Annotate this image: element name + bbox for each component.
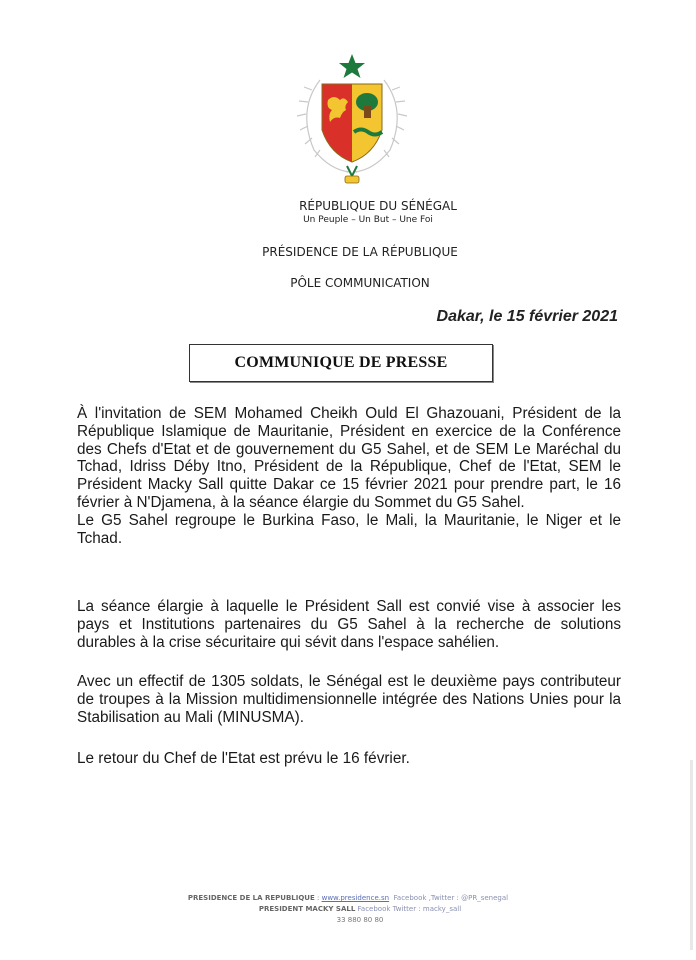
body-section-4	[77, 750, 621, 768]
body-section-3	[77, 673, 621, 726]
svg-text:· · · ·: · · · ·	[346, 170, 358, 176]
paragraph-g5-members: Le G5 Sahel regroupe le Burkina Faso, le Mali, la Mauritanie, le Niger et le Tchad.	[77, 511, 621, 547]
press-release-title-box	[189, 344, 493, 382]
page-edge-shadow	[690, 760, 693, 950]
paragraph-session-purpose: La séance élargie à laquelle le Président Sall est convié vise à associer les pays et Institutions partenaires du G5 Sahel à la recherche de solutions durables à la crise sécuritaire qui sévit dans l'espace sahélien.	[77, 598, 621, 651]
coat-of-arms-icon	[292, 50, 412, 185]
paragraph-return: Le retour du Chef de l'Etat est prévu le 16 février.	[77, 750, 410, 767]
footer-website-link[interactable]: www.presidence.sn	[321, 894, 390, 902]
body-section-1	[77, 405, 621, 547]
department-name: PÔLE COMMUNICATION	[290, 276, 430, 290]
date-line: Dakar, le 15 février 2021	[436, 308, 618, 325]
press-release-title: COMMUNIQUE DE PRESSE	[234, 354, 448, 371]
footer-president-social[interactable]: Facebook Twitter : macky_sall	[357, 905, 462, 913]
national-motto: Un Peuple – Un But – Une Foi	[303, 215, 433, 225]
institution-name: PRÉSIDENCE DE LA RÉPUBLIQUE	[262, 245, 458, 259]
footer-phone: 33 880 80 80	[336, 916, 384, 924]
footer-president-label: PRESIDENT MACKY SALL	[258, 905, 356, 913]
footer-line-president	[12, 904, 696, 915]
footer-presidency-label: PRESIDENCE DE LA REPUBLIQUE	[187, 894, 315, 902]
country-name: RÉPUBLIQUE DU SÉNÉGAL	[299, 199, 457, 213]
paragraph-invitation: À l'invitation de SEM Mohamed Cheikh Ould El Ghazouani, Président de la République Islamique de Mauritanie, Président en exercice de la Conférence des Chefs d'Etat et de gouvernement du G5 Sahel, et de SEM Le Maréchal du Tchad, Idriss Déby Itno, Président de la République, Chef de l'Etat, SEM le Président Macky Sall quitte Dakar ce 15 février 2021 pour prendre part, le 16 février à N'Djamena, à la séance élargie du Sommet du G5 Sahel.	[77, 405, 621, 511]
footer-presidency-social[interactable]: Facebook ,Twitter : @PR_senegal	[393, 894, 509, 902]
footer-line-presidency	[0, 893, 696, 904]
footer-separator: :	[314, 894, 322, 902]
paragraph-troops: Avec un effectif de 1305 soldats, le Sénégal est le deuxième pays contributeur de troupes à la Mission multidimensionnelle intégrée des Nations Unies pour la Stabilisation au Mali (MINUSMA).	[77, 673, 621, 726]
body-section-2	[77, 598, 621, 651]
